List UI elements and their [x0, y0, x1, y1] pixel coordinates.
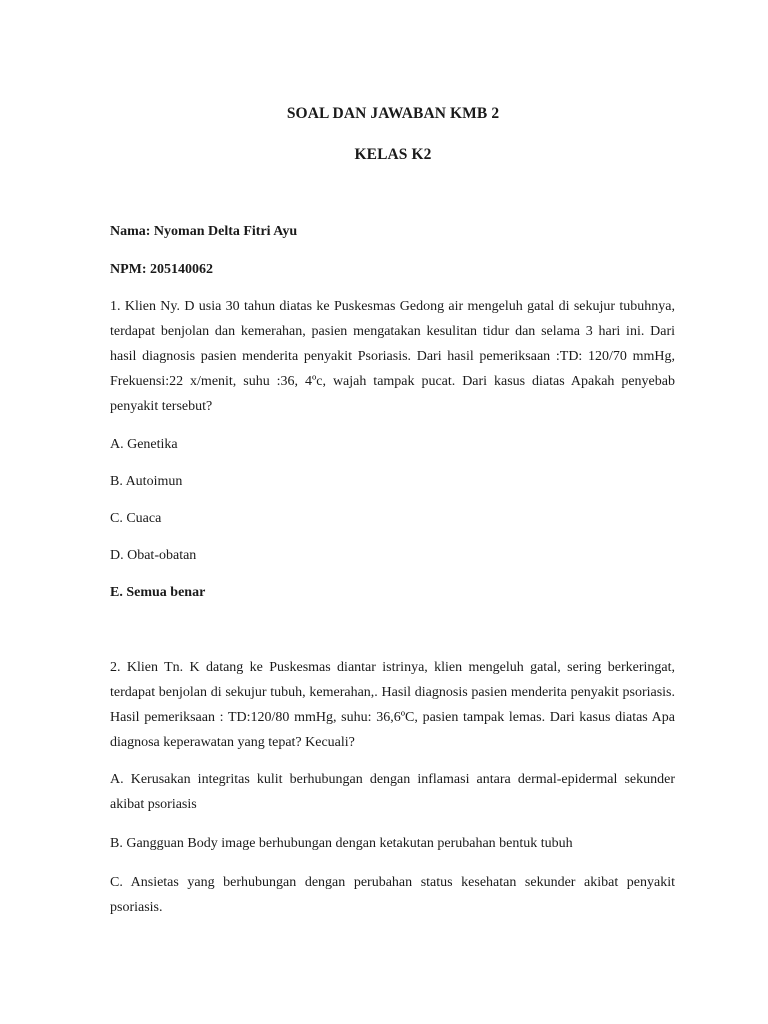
question-2-option-c: C. Ansietas yang berhubungan dengan perubahan status kesehatan sekunder akibat penyakit psoriasis.: [110, 875, 675, 915]
question-1-option-e-answer: E. Semua benar: [110, 585, 206, 600]
document-title: SOAL DAN JAWABAN KMB 2: [286, 105, 500, 122]
question-2-option-b: B. Gangguan Body image berhubungan dengan ketakutan perubahan bentuk tubuh: [110, 836, 573, 851]
question-1-option-d: D. Obat-obatan: [110, 548, 197, 563]
question-1-option-a: A. Genetika: [110, 437, 178, 452]
document-subtitle: KELAS K2: [354, 146, 432, 163]
student-name: Nama: Nyoman Delta Fitri Ayu: [110, 224, 298, 239]
question-1-text: 1. Klien Ny. D usia 30 tahun diatas ke Puskesmas Gedong air mengeluh gatal di sekujur tubuhnya, terdapat benjolan dan kemerahan, pasien mengatakan kesulitan tidur dan selama 3 hari ini. Dari hasil diagnosis pasien menderita penyakit Psoriasis. Dari hasil pemeriksaan :TD: 120/70 mmHg, Frekuensi:22 x/menit, suhu :36, 4ºc, wajah tampak pucat. Dari kasus diatas Apakah penyebab penyakit tersebut?: [110, 299, 675, 414]
question-1-option-c: C. Cuaca: [110, 511, 162, 526]
question-1-option-b: B. Autoimun: [110, 474, 183, 489]
student-npm: NPM: 205140062: [110, 262, 214, 277]
question-2-text: 2. Klien Tn. K datang ke Puskesmas diantar istrinya, klien mengeluh gatal, sering berkeringat, terdapat benjolan di sekujur tubuh, kemerahan,. Hasil diagnosis pasien menderita penyakit psoriasis. Hasil pemeriksaan : TD:120/80 mmHg, suhu: 36,6ºC, pasien tampak lemas. Dari kasus diatas Apa diagnosa keperawatan yang tepat? Kecuali?: [110, 660, 675, 750]
question-2-option-a: A. Kerusakan integritas kulit berhubungan dengan inflamasi antara dermal-epidermal sekunder akibat psoriasis: [110, 772, 675, 812]
